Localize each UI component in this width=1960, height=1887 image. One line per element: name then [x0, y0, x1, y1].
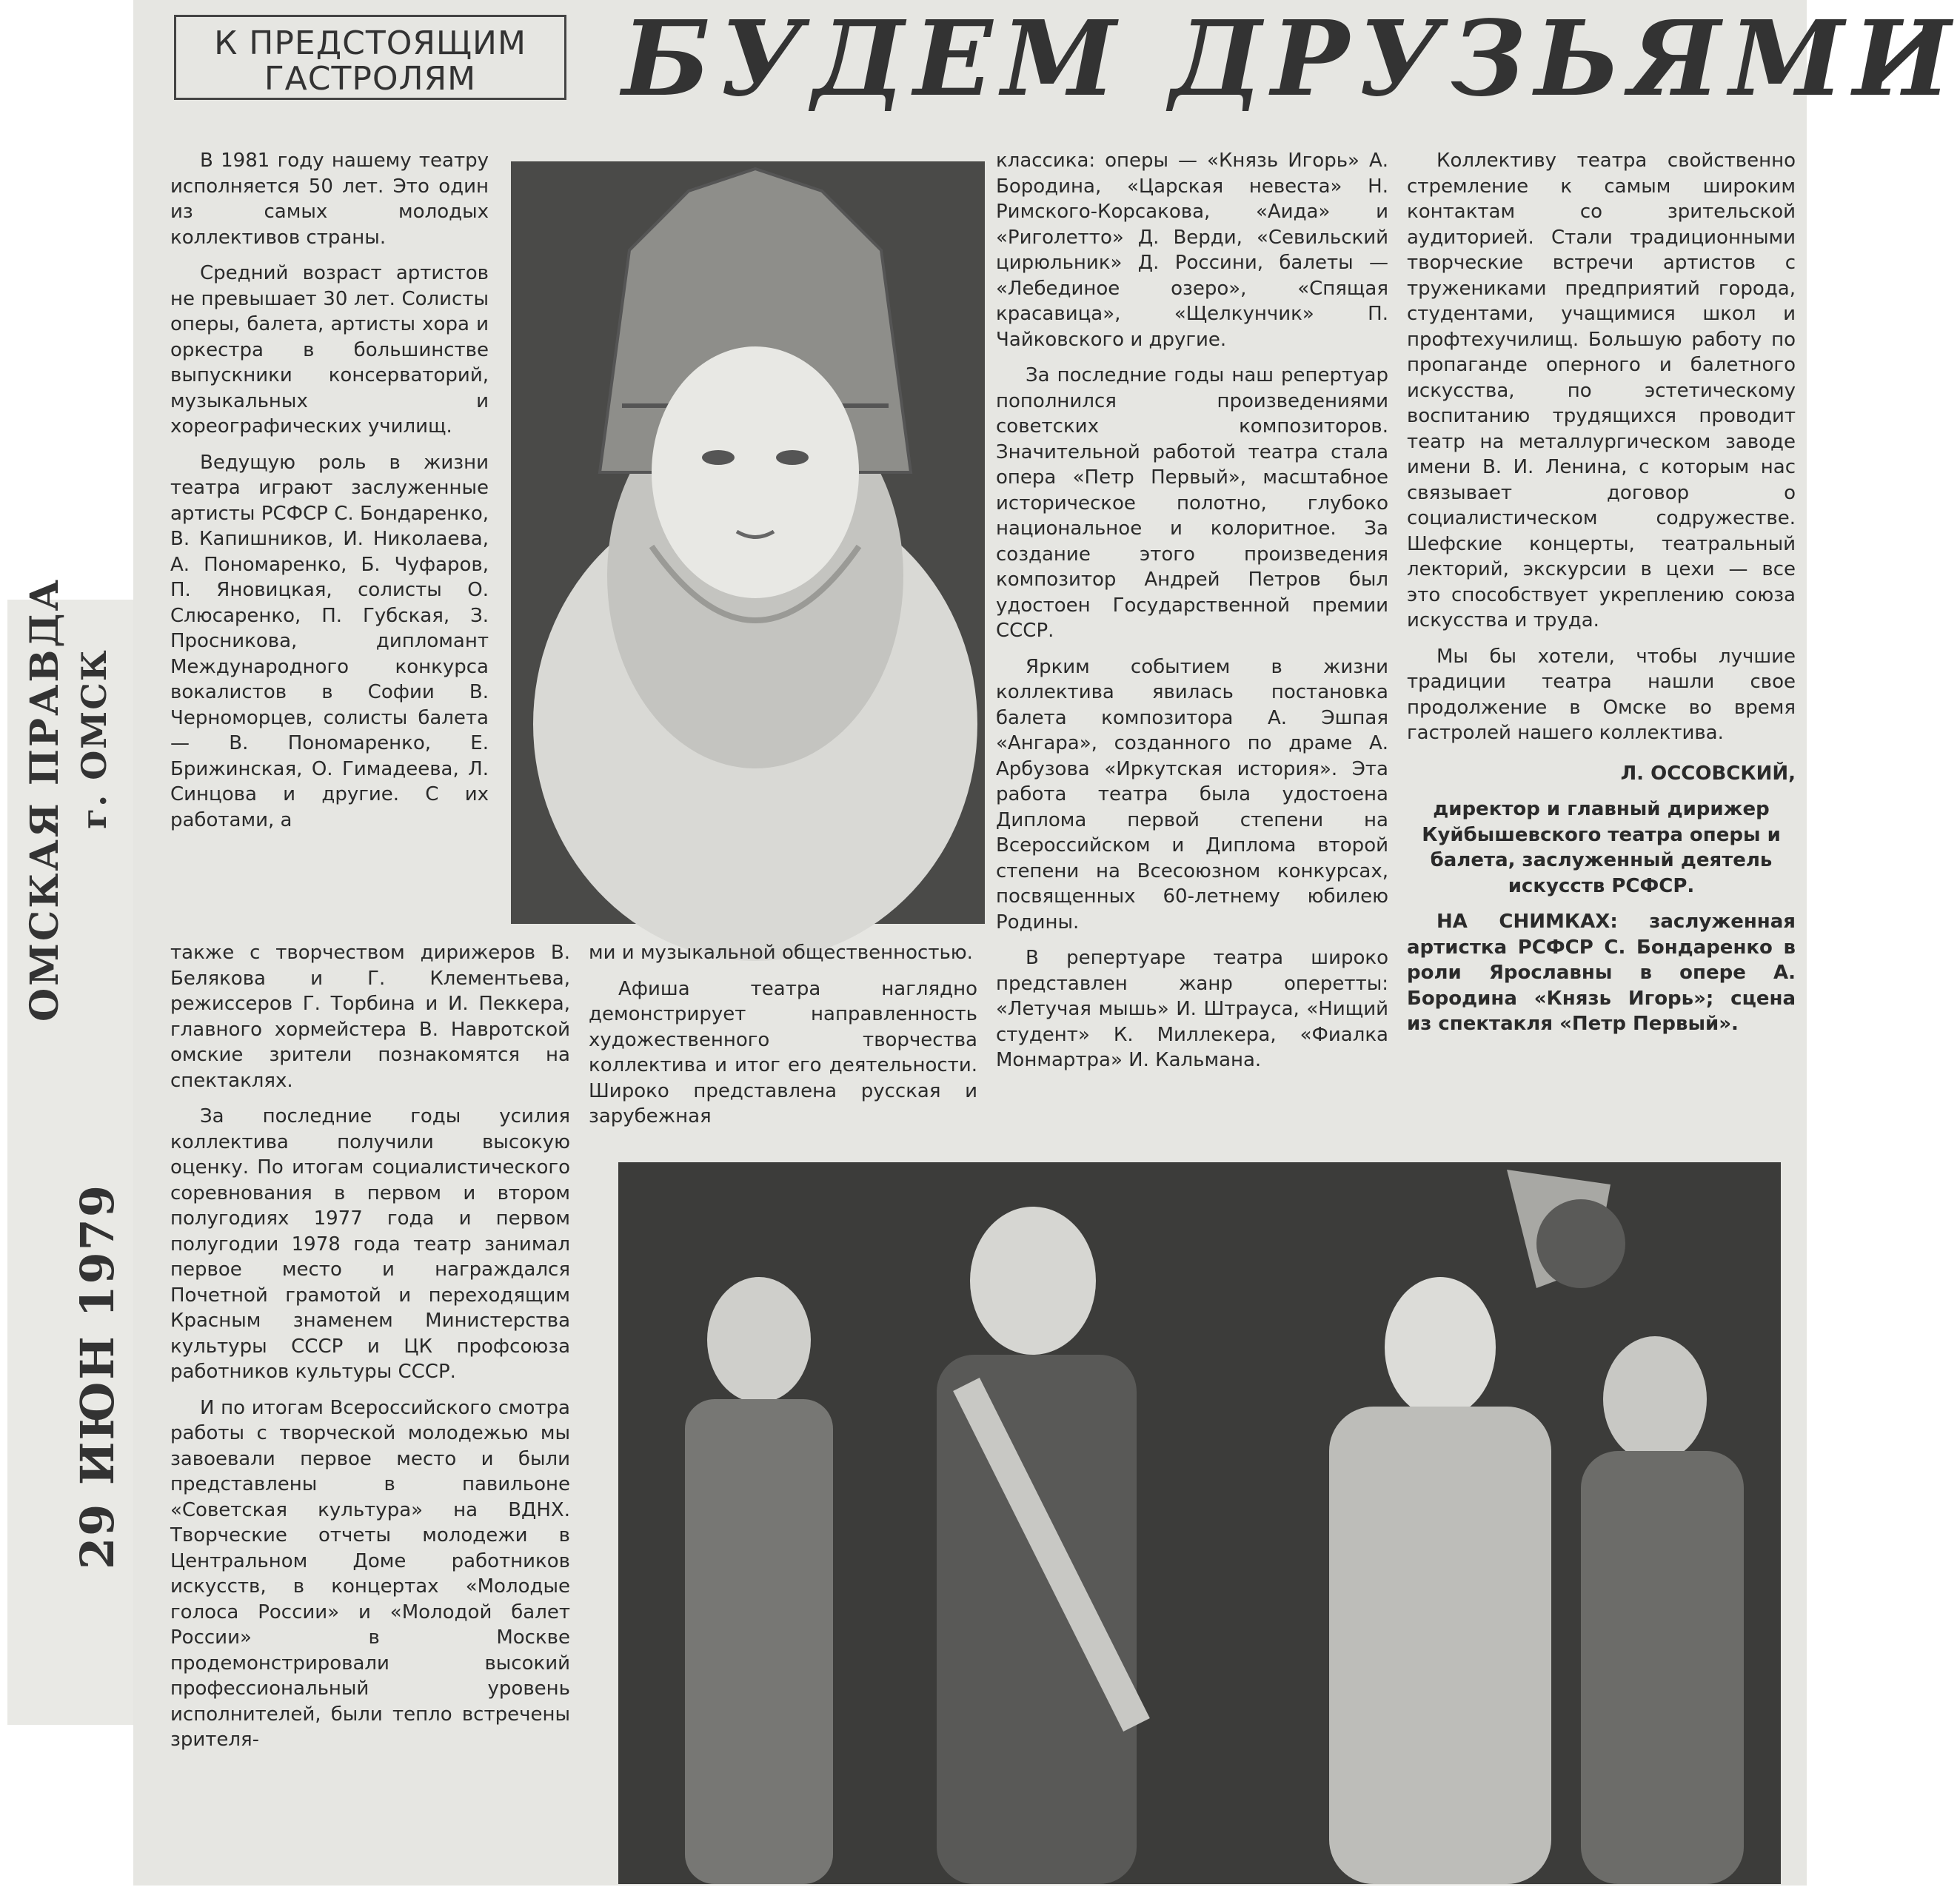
stamp-date: 29 ИЮН 1979 — [70, 1184, 124, 1569]
article-paragraph: ми и музыкальной общественностью. — [589, 942, 973, 964]
article-paragraph: И по итогам Всероссийского смотра работы с творческой молодежью мы завоевали первое место и были представлены в павильоне «Советская культура» на ВДНХ. Творческие отчеты молодежи в Центральном Доме работников искусств, в концертах «Молодые голоса России» и «Молодой балет России» в Москве продемонстрировали высокий профессиональный уровень исполнителей, были тепло встречены зрителя- — [170, 1396, 570, 1751]
article-paragraph: классика: оперы — «Князь Игорь» А. Бородина, «Царская невеста» Н. Римского-Корсакова, «Аида» и «Риголетто» Д. Верди, «Севильский цирюльник» Д. Россини, балеты — «Лебединое озеро», «Спящая красавица», «Щелкунчик» П. Чайковского и другие. — [996, 150, 1388, 351]
article-paragraph: Коллективу театра свойственно стремление к самым широким контактам со зрительской аудиторией. Стали традиционными творческие встречи артистов с тружениками предприятий города, студентами, учащимися школ и профтехучилищ. Большую работу по пропаганде оперного и балетного искусства, по эстетическому воспитанию трудящихся проводит театр на металлургическом заводе имени В. И. Ленина, с которым нас связывает договор о социалистическом содружестве. Шефские концерты, театральный лекторий, экскурсии в цехи — все это способствует укреплению союза искусства и труда. — [1407, 150, 1796, 631]
stamp-city: г. ОМСК — [74, 648, 114, 829]
article-paragraph: Афиша театра наглядно демонстрирует направленность художественного творчества коллектива и итог его деятельности. Широко представлена русская и зарубежная — [589, 977, 977, 1127]
stamp-newspaper-name: ОМСКАЯ ПРАВДА — [22, 577, 67, 1022]
stage-scene-illustration — [618, 1162, 1781, 1884]
article-paragraph: Мы бы хотели, чтобы лучшие традиции театра нашли свое продолжение в Омске во время гастролей нашего коллектива. — [1407, 645, 1796, 744]
author-title: директор и главный дирижер Куйбышевского театра оперы и балета, заслуженный деятель искусств РСФСР. — [1422, 798, 1781, 897]
article-column-3 — [996, 148, 1388, 1084]
photo-caption: НА СНИМКАХ: заслуженная артистка РСФСР С. Бондаренко в роли Ярославны в опере А. Бородина «Князь Игорь»; сцена из спектакля «Петр Первый». — [1407, 911, 1796, 1035]
article-paragraph: В 1981 году нашему театру исполняется 50 лет. Это один из самых молодых коллективов страны. — [170, 150, 489, 249]
article-paragraph: Ведущую роль в жизни театра играют заслуженные артисты РСФСР С. Бондаренко, В. Капишников, И. Николаева, А. Пономаренко, Б. Чуфаров, П. Яновицкая, солисты О. Слюсаренко, П. Губская, З. Просникова, дипломант Международного конкурса вокалистов в Софии В. Черноморцев, солисты балета — В. Пономаренко, Е. Брижинская, О. Гимадеева, Л. Синцова и другие. С их работами, а — [170, 451, 489, 831]
article-column-4 — [1407, 148, 1796, 1048]
article-paragraph: Средний возраст артистов не превышает 30 лет. Солисты оперы, балета, артисты хора и оркестра в большинстве выпускники консерваторий, музыкальных и хореографических училищ. — [170, 262, 489, 438]
article-column-1-continued — [170, 940, 570, 1763]
headline: БУДЕМ ДРУЗЬЯМИ — [622, 0, 1960, 120]
portrait-photo — [511, 161, 985, 924]
article-paragraph: Ярким событием в жизни коллектива явилась постановка балета композитора А. Эшпая «Ангара», созданного по драме А. Арбузова «Иркутская история». Эта работа театра была удостоена Диплома первой степени на Всероссийском и Диплома второй степени на Всесоюзном конкурсах, посвященных 60-летнему юбилею Родины. — [996, 655, 1388, 934]
scene-photo — [618, 1162, 1781, 1884]
article-column-2 — [589, 940, 977, 1140]
article-paragraph: также с творчеством дирижеров В. Белякова и Г. Клементьева, режиссеров Г. Торбина и И. Пеккера, главного хормейстера В. Навротской омские зрители познакомятся на спектаклях. — [170, 942, 570, 1092]
article-paragraph: За последние годы усилия коллектива получили высокую оценку. По итогам социалистического соревнования в первом и втором полугодиях 1977 года и первом полугодии 1978 года театр занимал первое место и награждался Почетной грамотой и переходящим Красным знаменем Министерства культуры СССР и ЦК профсоюза работников культуры СССР. — [170, 1105, 570, 1383]
rubric-box: К ПРЕДСТОЯЩИМ ГАСТРОЛЯМ — [174, 15, 566, 100]
portrait-illustration — [511, 161, 985, 924]
author-signature: Л. ОССОВСКИЙ, — [1620, 762, 1796, 785]
article-column-1 — [170, 148, 489, 843]
article-paragraph: В репертуаре театра широко представлен жанр оперетты: «Летучая мышь» И. Штрауса, «Нищий студент» К. Миллекера, «Фиалка Монмартра» И. Кальмана. — [996, 947, 1388, 1071]
article-paragraph: За последние годы наш репертуар пополнился произведениями советских композиторов. Значительной работой театра стала опера «Петр Первый», масштабное историческое полотно, глубоко национальное и колоритное. За создание этого произведения композитор Андрей Петров был удостоен Государственной премии СССР. — [996, 364, 1388, 642]
